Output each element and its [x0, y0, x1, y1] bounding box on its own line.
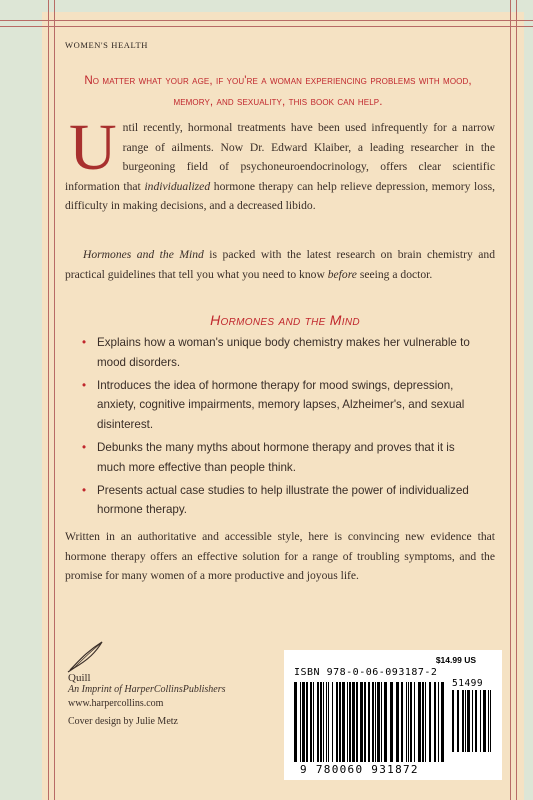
barcode-bar: [390, 682, 393, 762]
barcode-bar: [452, 690, 454, 752]
category-label: WOMEN'S HEALTH: [65, 40, 149, 50]
publisher-website: www.harpercollins.com: [68, 698, 164, 709]
barcode-bar: [302, 682, 305, 762]
intro-text-1: ntil recently, hormonal treatments have been used infrequently for a narrow range of ailments. Now Dr. Edward Klaiber, a leading researcher in the burgeoning field of psychoneuroendocrinology, offers clear scientific information that: [65, 121, 495, 193]
barcode-bar: [467, 690, 470, 752]
barcode-bar: [480, 690, 481, 752]
intro-paragraph: [65, 111, 496, 216]
barcode-bar: [364, 682, 366, 762]
barcode-bar: [483, 690, 486, 752]
imprint-suffix: Publishers: [182, 684, 226, 695]
barcode-bar: [339, 682, 341, 762]
bullet-dot-icon: •: [82, 483, 87, 497]
barcode-bar: [368, 682, 370, 762]
barcode-bar: [294, 682, 297, 762]
barcode-bar: [429, 682, 431, 762]
bullet-item: [80, 438, 470, 478]
barcode-bar: [425, 682, 426, 762]
barcode-bar: [457, 690, 459, 752]
ean-barcode: [294, 682, 444, 762]
barcode-bar: [401, 682, 403, 762]
barcode-bar: [434, 682, 436, 762]
barcode-bar: [310, 682, 312, 762]
barcode-bar: [418, 682, 421, 762]
price-code: 51499: [452, 678, 484, 689]
barcode-bar: [347, 682, 348, 762]
bullet-text: Introduces the idea of hormone therapy for mood swings, depression, anxiety, cognitive impairments, memory lapses, Alzheimer's, and sexual disinterest.: [97, 378, 465, 432]
barcode-bar: [360, 682, 363, 762]
ean-digits: 9 780060 931872: [300, 763, 419, 776]
top-border-band: [0, 0, 533, 12]
barcode-bar: [323, 682, 324, 762]
barcode-bar: [475, 690, 477, 752]
rule-line-top-outer: [0, 20, 533, 21]
barcode-bar: [349, 682, 351, 762]
rule-line-right-outer: [516, 0, 517, 800]
barcode-bar: [408, 682, 409, 762]
barcode-bar: [342, 682, 345, 762]
bullet-dot-icon: •: [82, 440, 87, 454]
book-title-italic: Hormones and the Mind: [83, 248, 204, 261]
price-barcode: [452, 690, 494, 752]
barcode-bar: [375, 682, 376, 762]
rule-line-left-outer: [48, 0, 49, 800]
barcode-bar: [422, 682, 424, 762]
barcode-bar: [313, 682, 314, 762]
bullet-text: Debunks the many myths about hormone therapy and proves that it is much more effective than people think.: [97, 440, 455, 474]
tagline: No matter what your age, if you're a woman experiencing problems with mood, memory, and sexuality, this book can help.: [84, 74, 472, 108]
second-paragraph: [65, 245, 495, 284]
second-paragraph-text-1: is packed with the latest research on brain chemistry and practical guidelines that tell you what you need to know: [65, 248, 496, 281]
barcode-bar: [384, 682, 387, 762]
rule-line-left-inner: [54, 0, 55, 800]
rule-line-right-inner: [510, 0, 511, 800]
price-label: $14.99 US: [435, 655, 476, 665]
barcode-bar: [438, 682, 439, 762]
bullet-dot-icon: •: [82, 378, 87, 392]
rule-line-top-inner: [0, 26, 533, 27]
bullet-text: Presents actual case studies to help illustrate the power of individualized hormone therapy.: [97, 483, 469, 517]
isbn-text: ISBN 978-0-06-093187-2: [294, 667, 438, 678]
closing-paragraph: Written in an authoritative and accessible style, here is convincing new evidence that hormone therapy offers an effective solution for a range of troubling symptoms, and the promise for many women of a more productive and joyous life.: [65, 530, 495, 583]
barcode-bar: [352, 682, 355, 762]
barcode-bar: [462, 690, 464, 752]
intro-text-2: hormone therapy can help relieve depression, memory loss, difficulty in making decisions, and a decreased libido.: [65, 179, 496, 213]
publisher-name: Quill: [68, 672, 91, 684]
barcode-bar: [414, 682, 415, 762]
barcode-bar: [317, 682, 319, 762]
bullet-list: [80, 333, 470, 523]
second-paragraph-text-2: seeing a doctor.: [356, 267, 433, 281]
drop-cap: U: [69, 111, 117, 184]
barcode-bar: [488, 690, 489, 752]
barcode-bar: [300, 682, 301, 762]
barcode-box: [284, 650, 502, 780]
bullet-item: [80, 376, 470, 435]
imprint-prefix: An Imprint of HarperCollins: [68, 684, 183, 695]
bullet-item: [80, 333, 470, 373]
barcode-bar: [377, 682, 380, 762]
list-heading: Hormones and the Mind: [210, 312, 360, 328]
imprint-line: [68, 684, 226, 695]
barcode-bar: [328, 682, 329, 762]
barcode-bar: [441, 682, 444, 762]
barcode-bar: [472, 690, 473, 752]
barcode-bar: [465, 690, 466, 752]
cover-credit: Cover design by Julie Metz: [68, 716, 178, 727]
before-italic: before: [327, 267, 357, 281]
intro-italic-word: individualized: [144, 179, 211, 193]
barcode-bar: [490, 690, 491, 752]
bullet-item: [80, 481, 470, 521]
barcode-bar: [406, 682, 407, 762]
bullet-dot-icon: •: [82, 336, 87, 349]
barcode-bar: [356, 682, 358, 762]
barcode-bar: [326, 682, 327, 762]
barcode-bar: [410, 682, 412, 762]
barcode-bar: [320, 682, 322, 762]
barcode-bar: [306, 682, 308, 762]
barcode-bar: [381, 682, 382, 762]
barcode-bar: [336, 682, 338, 762]
barcode-bar: [372, 682, 374, 762]
barcode-bar: [396, 682, 399, 762]
bullet-text: Explains how a woman's unique body chemistry makes her vulnerable to mood disorders.: [97, 336, 470, 369]
barcode-bar: [332, 682, 333, 762]
